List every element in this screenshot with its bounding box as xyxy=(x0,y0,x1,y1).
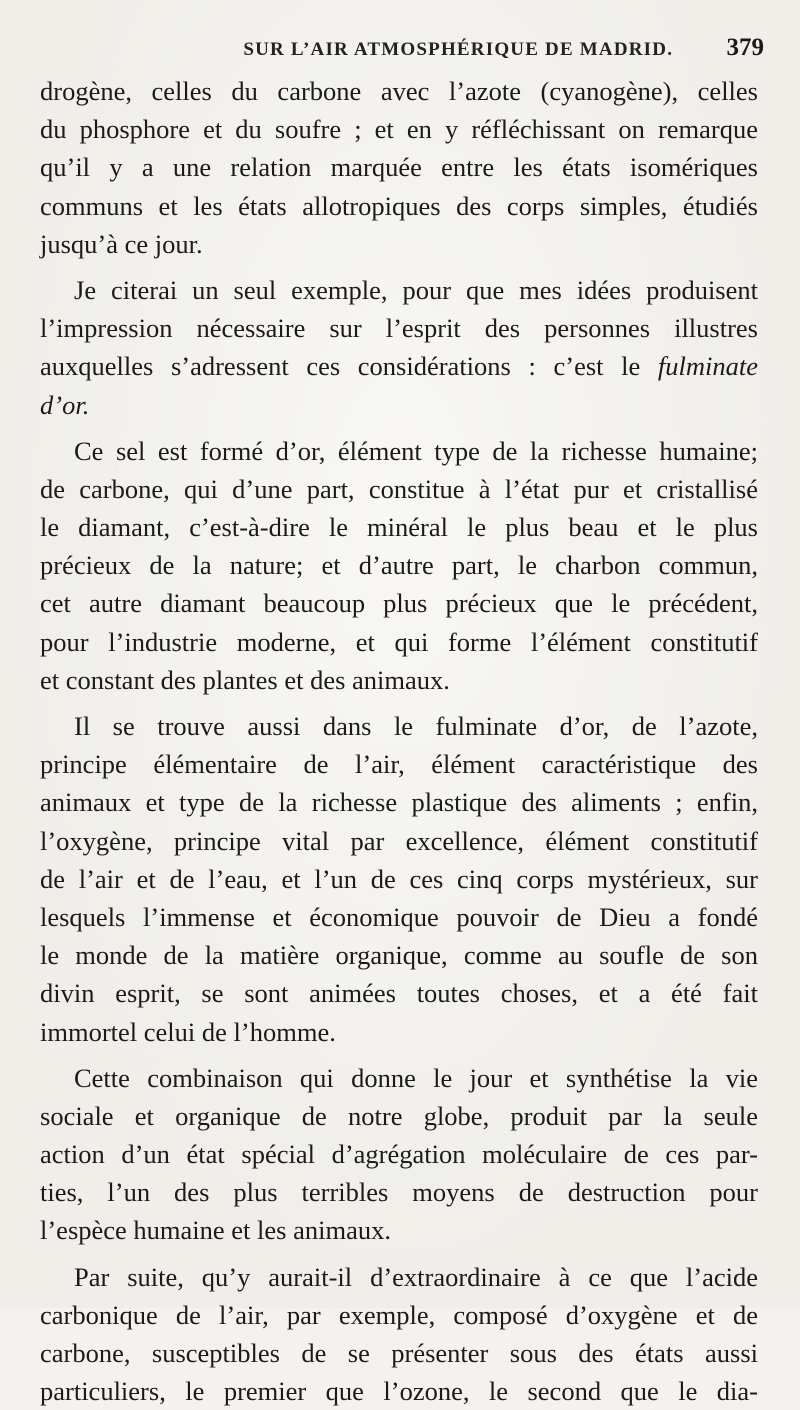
paragraph xyxy=(40,271,758,424)
paragraph xyxy=(40,72,758,263)
text-line: précieux de la nature; et d’autre part, le charbon commun, xyxy=(40,550,758,581)
text-line: l’espèce humaine et les animaux. xyxy=(40,1215,391,1246)
text-line: carbonique de l’air, par exemple, composé d’oxygène et de xyxy=(40,1299,758,1330)
text-line: particuliers, le premier que l’ozone, le second que le dia- xyxy=(40,1376,758,1407)
text-line: et constant des plantes et des animaux. xyxy=(40,664,450,695)
paragraph xyxy=(40,432,758,699)
italic-term: d’or. xyxy=(40,389,90,420)
text-line: Ce sel est formé d’or, élément type de la richesse humaine; xyxy=(74,435,758,466)
text-line: l’impression nécessaire sur l’esprit des personnes illustres xyxy=(40,313,758,344)
text-line: qu’il y a une relation marquée entre les états isomériques xyxy=(40,152,758,183)
text-line: Cette combinaison qui donne le jour et synthétise la vie xyxy=(74,1062,758,1093)
text-line: le diamant, c’est-à-dire le minéral le plus beau et le plus xyxy=(40,512,758,543)
text-run: auxquelles s’adressent ces considérations : c’est le xyxy=(40,351,641,382)
body-text xyxy=(40,72,758,1410)
paragraph xyxy=(40,1258,758,1410)
text-line: Je citerai un seul exemple, pour que mes idées produisent xyxy=(74,274,758,305)
text-line: lesquels l’immense et économique pouvoir de Dieu a fondé xyxy=(40,901,758,932)
text-line: Par suite, qu’y aurait-il d’extraordinaire à ce que l’acide xyxy=(74,1261,758,1292)
text-line: Il se trouve aussi dans le fulminate d’or, de l’azote, xyxy=(74,711,758,741)
text-line: jusqu’à ce jour. xyxy=(40,228,203,259)
paragraph xyxy=(40,1059,758,1250)
running-title: SUR L’AIR ATMOSPHÉRIQUE DE MADRID. xyxy=(243,39,674,60)
text-line: de carbone, qui d’une part, constitue à l’état pur et cristallisé xyxy=(40,473,758,504)
text-line xyxy=(40,386,758,424)
running-header xyxy=(40,34,764,68)
paragraph xyxy=(40,707,758,1051)
page-number: 379 xyxy=(726,34,764,61)
text-line: drogène, celles du carbone avec l’azote (cyanogène), celles xyxy=(40,76,758,106)
text-line: action d’un état spécial d’agrégation moléculaire de ces par- xyxy=(40,1139,758,1170)
text-line: cet autre diamant beaucoup plus précieux que le précédent, xyxy=(40,588,758,619)
text-line: immortel celui de l’homme. xyxy=(40,1016,336,1047)
text-line: ties, l’un des plus terribles moyens de destruction pour xyxy=(40,1177,758,1208)
text-line: carbone, susceptibles de se présenter sous des états aussi xyxy=(40,1338,758,1368)
text-line: divin esprit, se sont animées toutes choses, et a été fait xyxy=(40,978,758,1009)
text-line: de l’air et de l’eau, et l’un de ces cinq corps mystérieux, sur xyxy=(40,863,758,894)
text-line: animaux et type de la richesse plastique des aliments ; enfin, xyxy=(40,787,758,818)
text-line: pour l’industrie moderne, et qui forme l’élément constitutif xyxy=(40,626,758,657)
text-line: sociale et organique de notre globe, produit par la seule xyxy=(40,1100,758,1131)
text-line: communs et les états allotropiques des corps simples, étudiés xyxy=(40,190,758,221)
text-line: du phosphore et du soufre ; et en y réfléchissant on remarque xyxy=(40,114,758,145)
italic-term: fulminate xyxy=(657,351,759,382)
text-line: l’oxygène, principe vital par excellence, élément constitutif xyxy=(40,825,758,856)
text-line xyxy=(40,347,758,385)
text-line: le monde de la matière organique, comme au soufle de son xyxy=(40,940,758,971)
text-line: principe élémentaire de l’air, élément caractéristique des xyxy=(40,749,758,780)
